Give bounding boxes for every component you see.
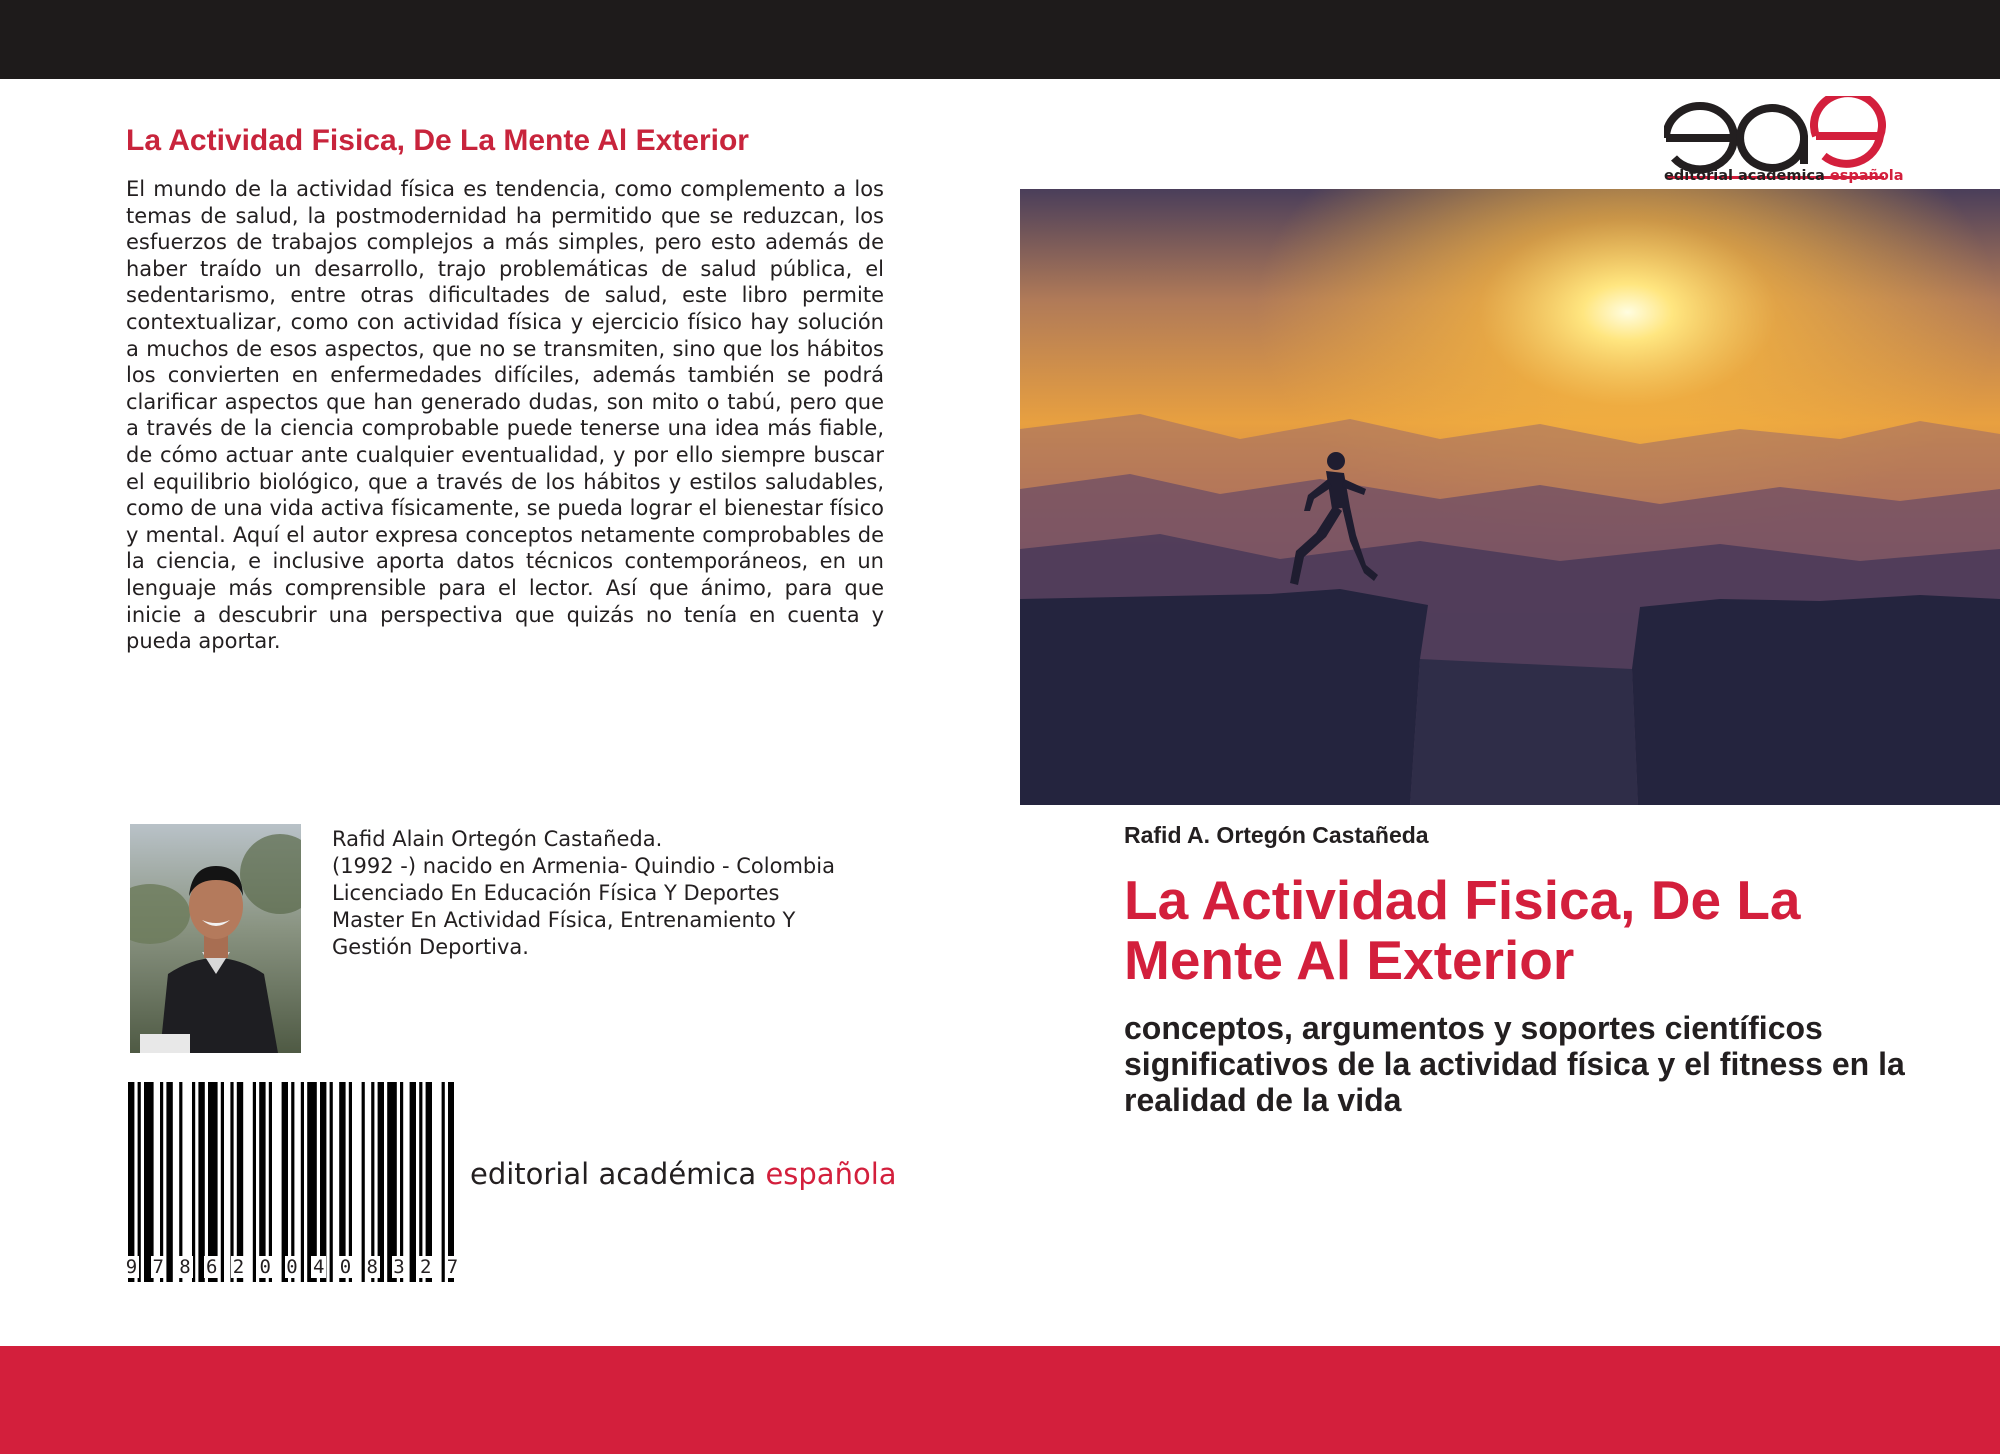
barcode-digit: 6 — [206, 1256, 218, 1278]
front-cover-author: Rafid A. Ortegón Castañeda — [1124, 822, 1429, 848]
author-bio-line: Rafid Alain Ortegón Castañeda. — [332, 827, 663, 851]
barcode-digit: 7 — [152, 1256, 164, 1278]
barcode-bar — [282, 1082, 288, 1282]
barcode-bar — [320, 1082, 326, 1282]
logo-caption-accent: española — [1829, 168, 1904, 184]
barcode-digit: 9 — [125, 1256, 138, 1278]
barcode-bar — [198, 1082, 204, 1282]
barcode-bar — [269, 1082, 272, 1282]
top-band — [0, 0, 2000, 79]
barcode-bar — [378, 1082, 384, 1282]
author-bio-line: Master En Actividad Física, Entrenamiento Y — [332, 908, 796, 932]
barcode-bar — [448, 1082, 454, 1282]
logo-caption-main: editorial académica — [1664, 168, 1830, 184]
author-portrait-illustration — [130, 824, 301, 1053]
author-bio-line: (1992 -) nacido en Armenia- Quindio - Colombia — [332, 854, 835, 878]
barcode-digits — [124, 1256, 460, 1278]
publisher-name-accent: española — [765, 1157, 897, 1191]
front-cover-subtitle: conceptos, argumentos y soportes científicos significativos de la actividad física y el fitness en la realidad de la vida — [1124, 1010, 1905, 1118]
barcode-bar — [166, 1082, 172, 1282]
back-cover-blurb: El mundo de la actividad física es tendencia, como complemento a los temas de salud, la postmodernidad ha permitido que se reduzcan, los esfuerzos de trabajos complejos a más simples, pero esto además de haber traído un desarrollo, trajo problemáticas de salud pública, el sedentarismo, entre otras dificultades de salud, este libro permite contextualizar, como con actividad física y ejercicio físico hay solución a muchos de esos aspectos, que no se transmiten, sino que los hábitos los convierten en enfermedades difíciles, además también se podrá clarificar aspectos que han generado dudas, son mito o tabú, pero que a través de la ciencia comprobable puede tenerse una idea más fiable, de cómo actuar ante cualquier eventualidad, y por ello siempre buscar el equilibrio biológico, que a través de los hábitos y estilos saludables, como de una vida activa físicamente, se pueda lograr el bienestar físico y mental. Aquí el autor expresa conceptos netamente comprobables de la ciencia, e inclusive aporta datos técnicos contemporáneos, en un lenguaje más comprensible para el lector. Así que ánimo, para que inicie a descubrir una perspectiva que quizás no tenía en cuenta y pueda aportar. — [126, 177, 884, 654]
barcode-bar — [253, 1082, 256, 1282]
isbn-barcode — [128, 1082, 454, 1282]
barcode-digit: 8 — [366, 1256, 378, 1278]
bottom-band — [0, 1346, 2000, 1454]
barcode-digit: 2 — [232, 1256, 245, 1278]
barcode-bar — [230, 1082, 233, 1282]
barcode-digit: 7 — [446, 1256, 459, 1278]
logo-caption — [1664, 168, 1904, 184]
barcode-bar — [419, 1082, 422, 1282]
publisher-name-main: editorial académica — [470, 1157, 766, 1191]
barcode-bar — [160, 1082, 163, 1282]
back-cover-title: La Actividad Fisica, De La Mente Al Exterior — [126, 124, 749, 157]
author-bio-line: Gestión Deportiva. — [332, 935, 529, 959]
author-photo — [130, 824, 301, 1053]
barcode-digit: 3 — [393, 1256, 405, 1278]
barcode-bar — [387, 1082, 397, 1282]
cover-photo — [1020, 189, 2000, 805]
barcode-bar — [442, 1082, 445, 1282]
barcode-digit: 0 — [259, 1256, 271, 1278]
barcode-bar — [426, 1082, 432, 1282]
barcode-bar — [307, 1082, 317, 1282]
barcode-bar — [291, 1082, 294, 1282]
barcode-bar — [349, 1082, 352, 1282]
barcode-bar — [138, 1082, 141, 1282]
barcode-digit: 8 — [179, 1256, 191, 1278]
author-bio-line: Licenciado En Educación Física Y Deportes — [332, 881, 780, 905]
barcode-bar — [339, 1082, 345, 1282]
publisher-name — [470, 1157, 930, 1191]
barcode-bar — [330, 1082, 333, 1282]
barcode-bar — [371, 1082, 374, 1282]
barcode-bar — [237, 1082, 243, 1282]
barcode-bar — [362, 1082, 365, 1282]
barcode-digit: 0 — [339, 1256, 352, 1278]
barcode-bar — [301, 1082, 304, 1282]
barcode-bar — [410, 1082, 416, 1282]
barcode-bar — [192, 1082, 195, 1282]
front-cover-title: La Actividad Fisica, De La Mente Al Exterior — [1124, 869, 1801, 991]
barcode-bar — [208, 1082, 218, 1282]
barcode-digit: 0 — [286, 1256, 298, 1278]
barcode-bar — [128, 1082, 134, 1282]
barcode-bar — [144, 1082, 154, 1282]
barcode-digit: 4 — [313, 1256, 325, 1278]
author-bio — [332, 826, 892, 961]
sunset-runner-illustration — [1020, 189, 2000, 805]
barcode-bar — [179, 1082, 182, 1282]
barcode-bar — [259, 1082, 265, 1282]
barcode-bar — [400, 1082, 403, 1282]
barcode-digit: 2 — [420, 1256, 432, 1278]
barcode-bar — [221, 1082, 224, 1282]
